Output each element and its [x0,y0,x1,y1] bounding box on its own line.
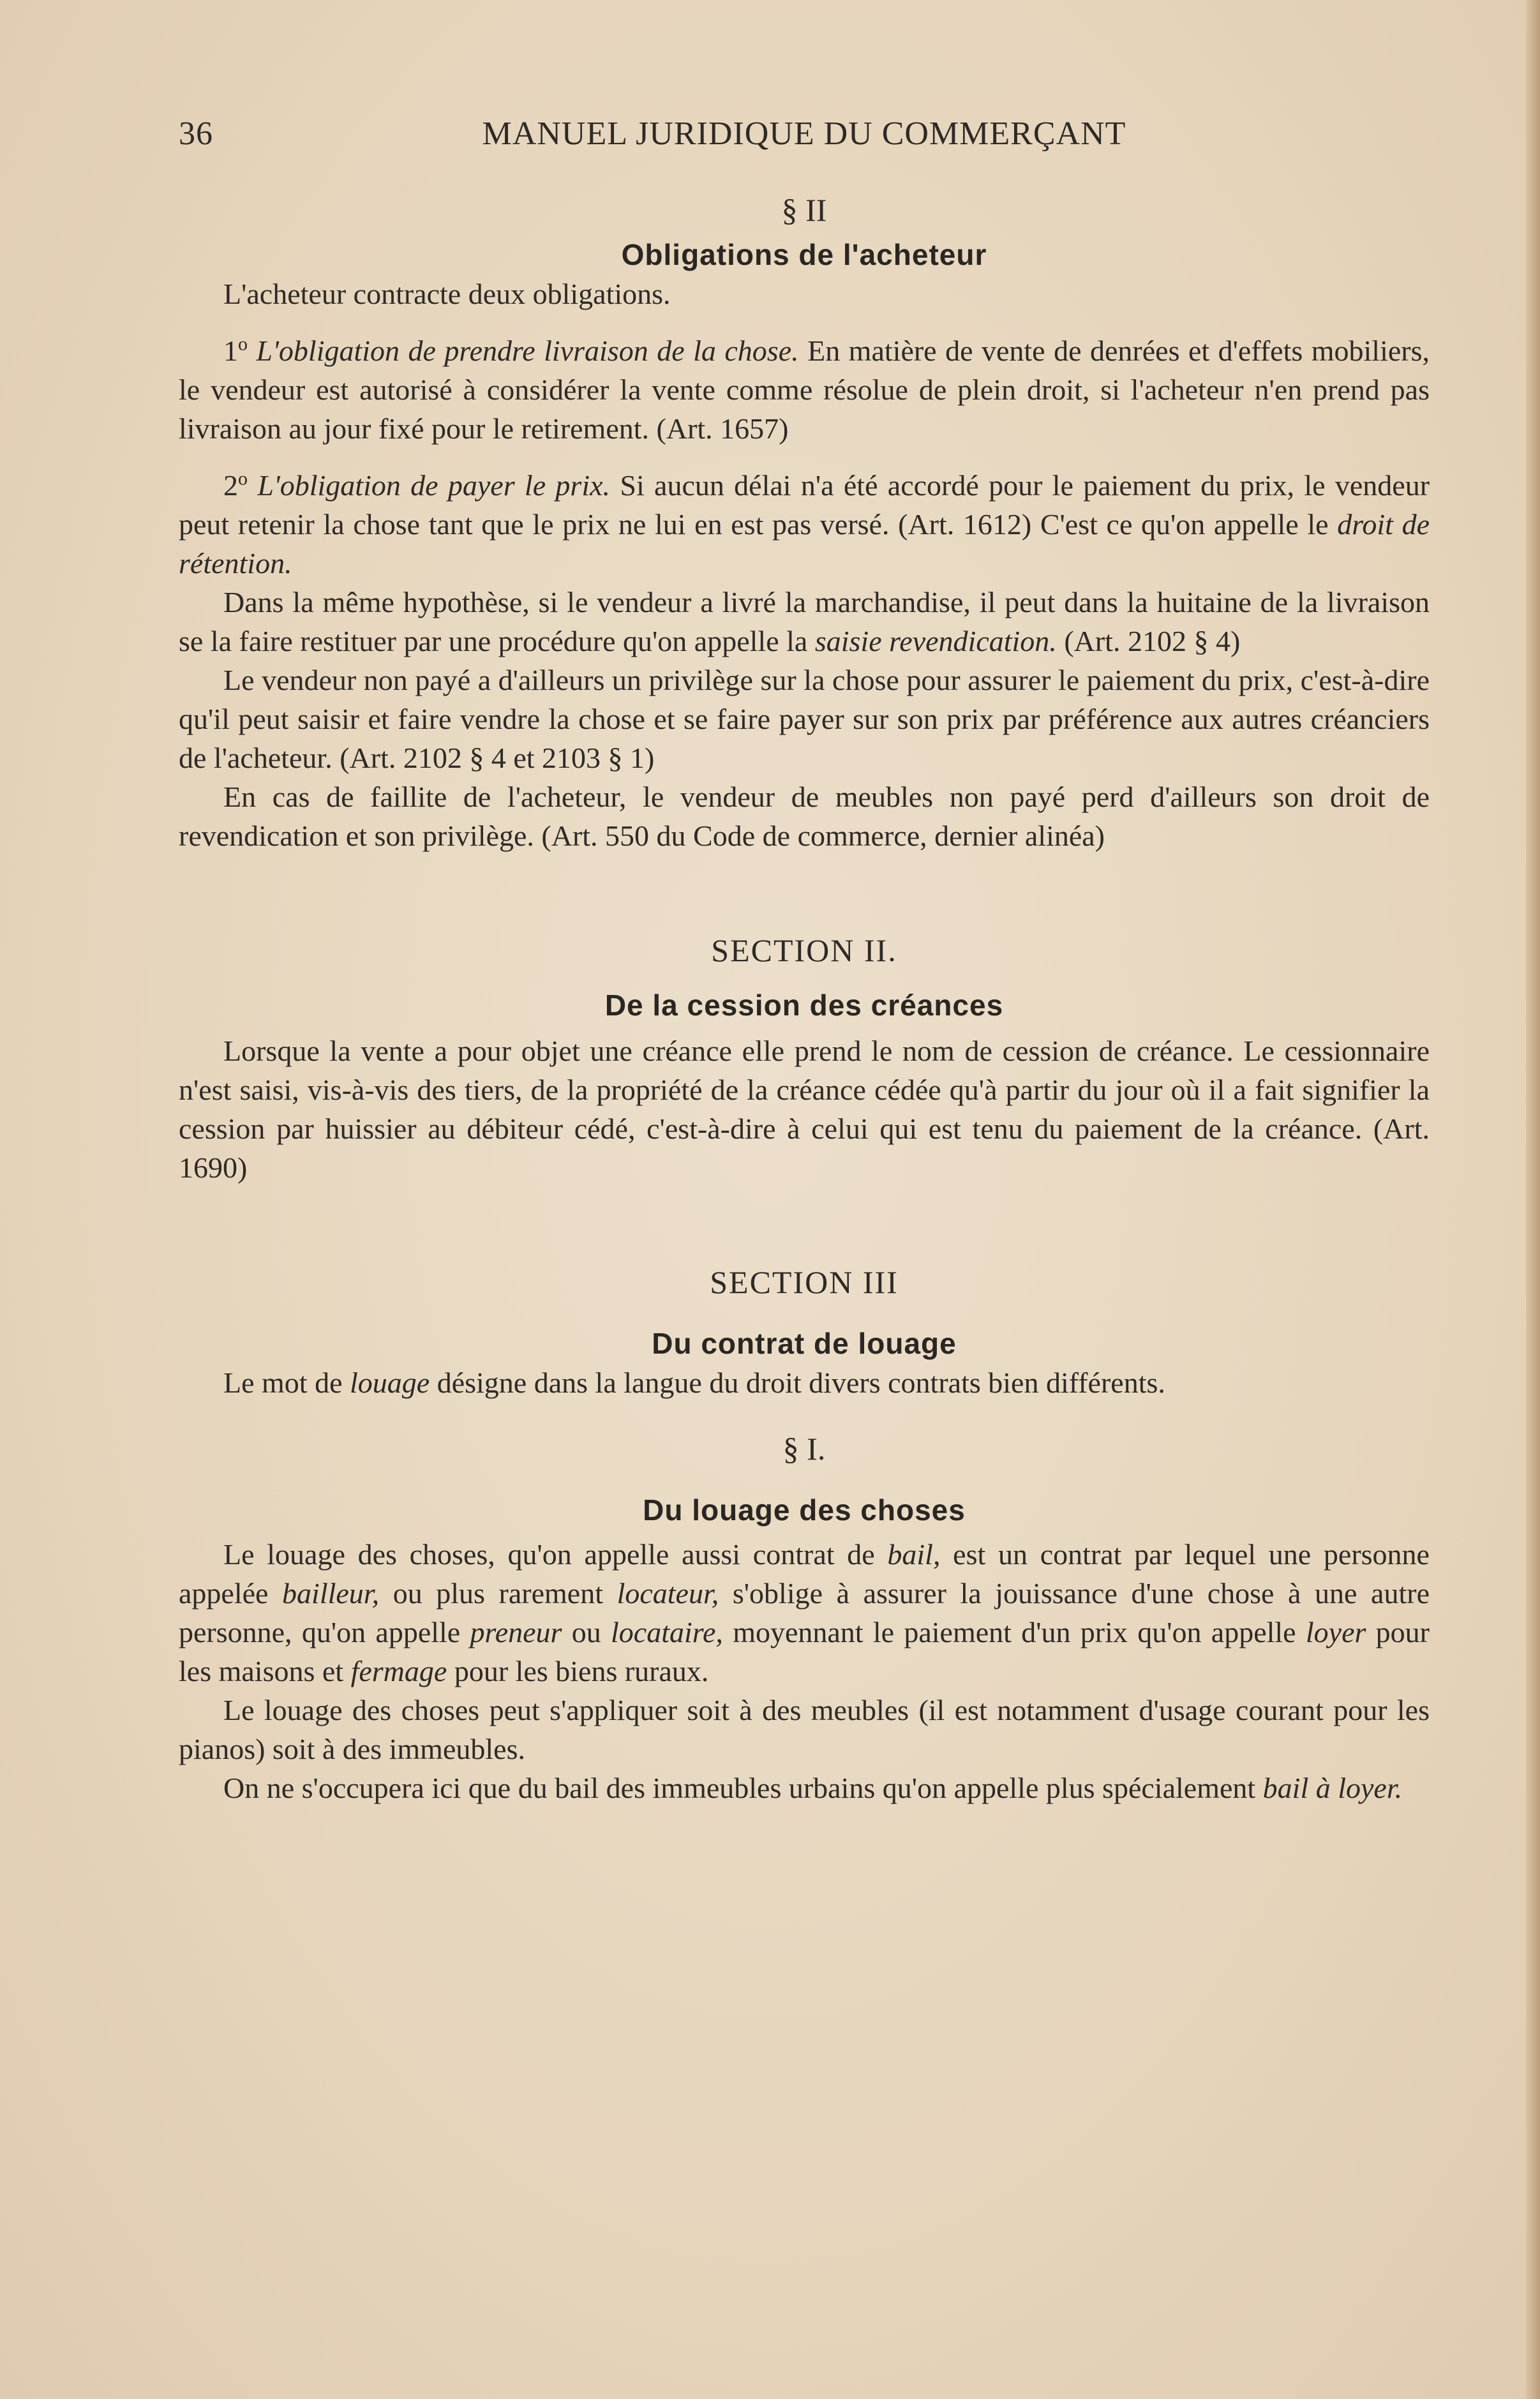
paragraph-louage-definition: Le louage des choses, qu'on appelle aussi contrat de bail, est un contrat par lequel une personne appelée bailleur, ou plus rarement locateur, s'oblige à assurer la jouissance d'une chose à une autre personne, qu'on appelle preneur ou locataire, moyennant le paiement d'un prix qu'on appelle loyer pour les maisons et fermage pour les biens ruraux. [179,1538,1430,1687]
running-title: MANUEL JURIDIQUE DU COMMERÇANT [482,116,1126,152]
paragraph-faillite: En cas de faillite de l'acheteur, le vendeur de meubles non payé perd d'ailleurs son droit de revendication et son privilège. (Art. 550 du Code de commerce, dernier alinéa) [179,781,1430,852]
heading-louage-choses: Du louage des choses [643,1493,966,1527]
paragraph-saisie: Dans la même hypothèse, si le vendeur a livré la marchandise, il peut dans la huitaine de la livraison se la faire restituer par une procédure qu'on appelle la saisie revendication. (Art. 2102 § 4) [179,586,1430,657]
section-mark-2: § II [781,192,827,228]
paragraph-privilege: Le vendeur non payé a d'ailleurs un privilège sur la chose pour assurer le paiement du prix, c'est-à-dire qu'il peut saisir et faire vendre la chose et se faire payer sur son prix par préférence aux autres créanciers de l'acheteur. (Art. 2102 § 4 et 2103 § 1) [179,664,1430,774]
paragraph-intro: L'acheteur contracte deux obligations. [223,278,671,310]
running-header [179,115,1430,160]
page-number: 36 [179,116,213,152]
page-edge [1526,0,1540,2399]
document-page [179,115,1430,1807]
heading-obligations-acheteur: Obligations de l'acheteur [621,238,987,271]
paragraph-obligation-1: 1$^o$ L'obligation de prendre livraison de la chose. En matière de vente de denrées et d'effets mobiliers, le vendeur est autorisé à considérer la vente comme résolue de plein droit, si l'acheteur n'en prend pas livraison au jour fixé pour le retirement. (Art. 1657) [179,333,1430,445]
paragraph-cession: Lorsque la vente a pour objet une créance elle prend le nom de cession de créance. Le cessionnaire n'est saisi, vis-à-vis des tiers, de la propriété de la créance cédée qu'à partir du jour où il a fait signifier la cession par huissier au débiteur cédé, c'est-à-dire à celui qui est tenu du paiement de la créance. (Art. 1690) [179,1035,1430,1184]
section-mark-1: § I. [782,1431,826,1467]
paragraph-louage-intro: Le mot de louage désigne dans la langue du droit divers contrats bien différents. [223,1366,1165,1399]
paragraph-obligation-2: 2$^o$ L'obligation de payer le prix. Si aucun délai n'a été accordé pour le paiement du prix, le vendeur peut retenir la chose tant que le prix ne lui en est pas versé. (Art. 1612) C'est ce qu'on appelle le droit de rétention. [179,468,1430,579]
heading-cession-creances: De la cession des créances [604,989,1004,1022]
paragraph-bail-loyer: On ne s'occupera ici que du bail des immeubles urbains qu'on appelle plus spécialement bail à loyer. [223,1772,1403,1804]
paragraph-meubles-immeubles: Le louage des choses peut s'appliquer soit à des meubles (il est notamment d'usage courant pour les pianos) soit à des immeubles. [179,1694,1430,1765]
section-3-label: SECTION III [710,1264,899,1300]
heading-contrat-louage: Du contrat de louage [652,1327,957,1360]
section-2-label: SECTION II. [711,932,897,968]
